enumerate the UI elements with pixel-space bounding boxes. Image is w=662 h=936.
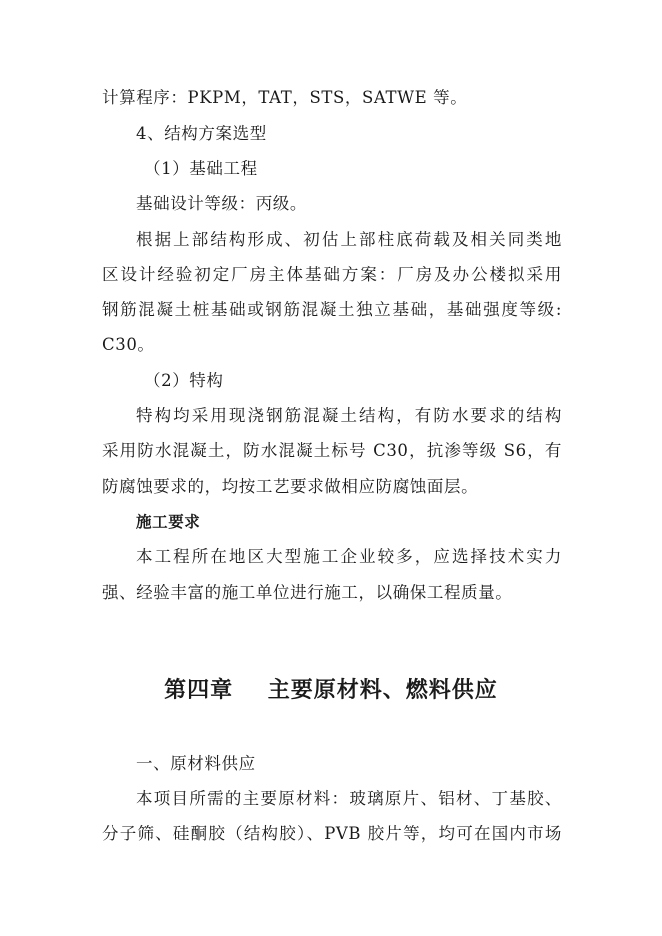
text-line-calc-program: 计算程序：PKPM，TAT，STS，SATWE 等。	[102, 88, 468, 107]
heading-raw-material-supply: 一、原材料供应	[136, 754, 256, 773]
heading-structure-scheme: 4、结构方案选型	[136, 124, 267, 143]
text-line-foundation-grade: 基础设计等级：丙级。	[136, 194, 307, 213]
paragraph-special-line-1: 特构均采用现浇钢筋混凝土结构，有防水要求的结构	[136, 406, 562, 425]
paragraph-raw-material-line-2: 分子筛、硅酮胶（结构胶）、PVB 胶片等，均可在国内市场	[102, 824, 562, 843]
heading-construction-requirements: 施工要求	[136, 513, 201, 531]
subheading-foundation: （1）基础工程	[144, 159, 258, 178]
paragraph-foundation-line-3: 钢筋混凝土桩基础或钢筋混凝土独立基础，基础强度等级:	[102, 300, 562, 319]
chapter-title: 第四章 主要原材料、燃料供应	[164, 678, 498, 703]
paragraph-special-line-2: 采用防水混凝土，防水混凝土标号 C30，抗渗等级 S6，有	[102, 441, 562, 460]
paragraph-raw-material-line-1: 本项目所需的主要原材料：玻璃原片、铝材、丁基胶、	[136, 789, 562, 808]
paragraph-construction-line-2: 强、经验丰富的施工单位进行施工，以确保工程质量。	[102, 583, 513, 602]
paragraph-special-line-3: 防腐蚀要求的，均按工艺要求做相应防腐蚀面层。	[102, 477, 479, 496]
paragraph-foundation-line-1: 根据上部结构形成、初估上部柱底荷载及相关同类地	[136, 230, 562, 249]
paragraph-foundation-line-4: C30。	[102, 335, 155, 354]
paragraph-foundation-line-2: 区设计经验初定厂房主体基础方案：厂房及办公楼拟采用	[102, 265, 562, 284]
paragraph-construction-line-1: 本工程所在地区大型施工企业较多，应选择技术实力	[136, 547, 562, 566]
subheading-special-structures: （2）特构	[144, 371, 224, 390]
